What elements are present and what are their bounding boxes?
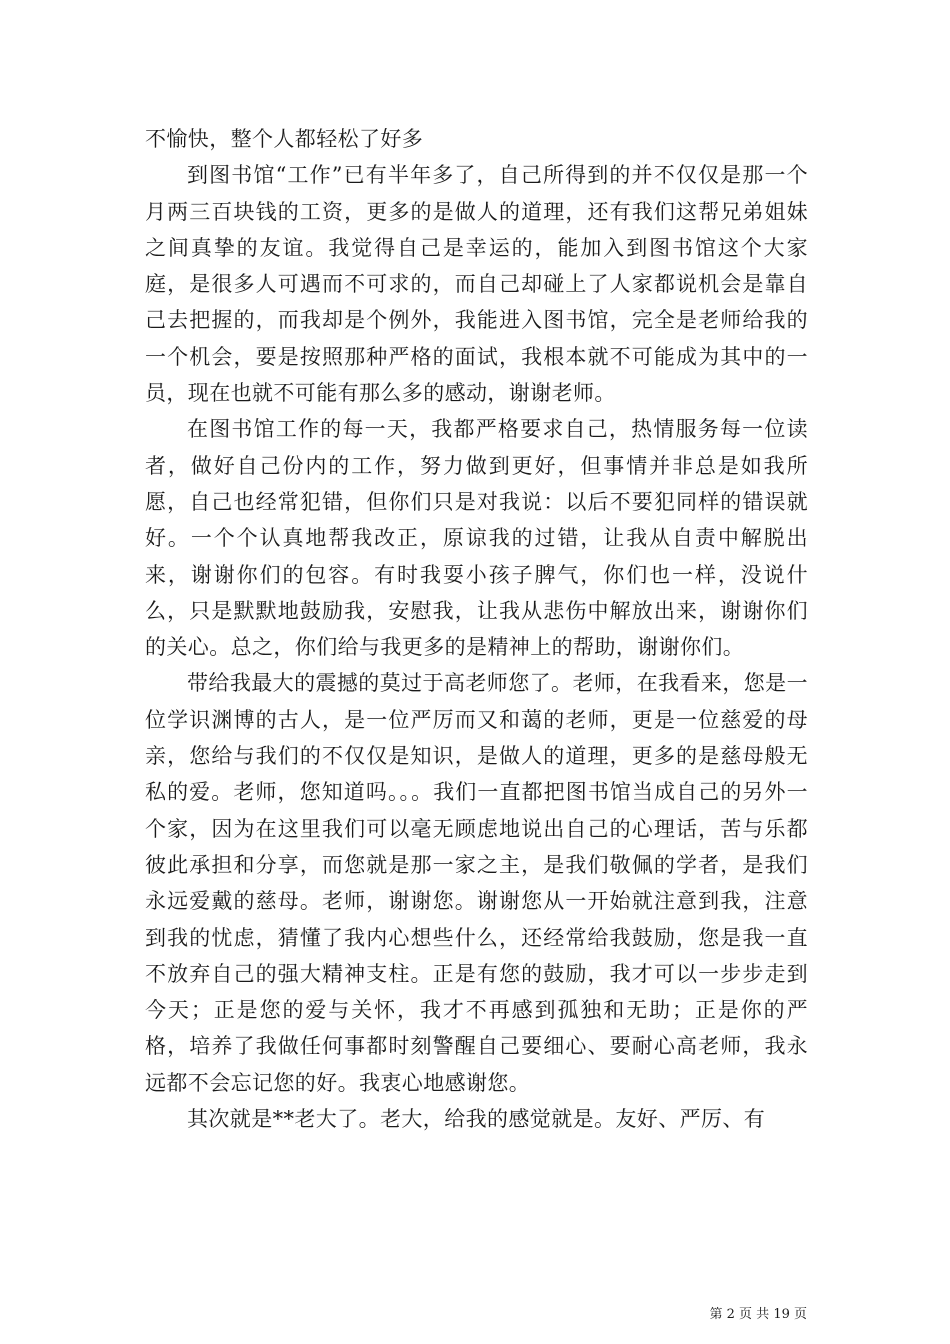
page-number-footer: 第 2 页 共 19 页 <box>709 1307 807 1322</box>
paragraph-daily-work: 在图书馆工作的每一天，我都严格要求自己，热情服务每一位读者，做好自己份内的工作，努力做到更好，但事情并非总是如我所愿，自己也经常犯错，但你们只是对我说：以后不要犯同样的错误就好。一个个认真地帮我改正，原谅我的过错，让我从自责中解脱出来，谢谢你们的包容。有时我耍小孩子脾气，你们也一样，没说什么，只是默默地鼓励我，安慰我，让我从悲伤中解放出来，谢谢你们的关心。总之，你们给与我更多的是精神上的帮助，谢谢你们。 <box>145 417 808 660</box>
body-text <box>145 121 808 1137</box>
paragraph-library-work: 到图书馆“工作”已有半年多了，自己所得到的并不仅仅是那一个月两三百块钱的工资，更多的是做人的道理，还有我们这帮兄弟姐妹之间真挚的友谊。我觉得自己是幸运的，能加入到图书馆这个大家庭，是很多人可遇而不可求的，而自己却碰上了人家都说机会是靠自己去把握的，而我却是个例外，我能进入图书馆，完全是老师给我的一个机会，要是按照那种严格的面试，我根本就不可能成为其中的一员，现在也就不可能有那么多的感动，谢谢老师。 <box>145 163 808 406</box>
paragraph-laoda: 其次就是**老大了。老大，给我的感觉就是。友好、严厉、有 <box>187 1107 766 1132</box>
paragraph-teacher-gao: 带给我最大的震撼的莫过于高老师您了。老师，在我看来，您是一位学识渊博的古人，是一位严厉而又和蔼的老师，更是一位慈爱的母亲，您给与我们的不仅仅是知识，是做人的道理，更多的是慈母般无私的爱。老师，您知道吗。。。我们一直都把图书馆当成自己的另外一个家，因为在这里我们可以毫无顾虑地说出自己的心理话，苦与乐都彼此承担和分享，而您就是那一家之主，是我们敬佩的学者，是我们永远爱戴的慈母。老师，谢谢您。谢谢您从一开始就注意到我，注意到我的忧虑，猜懂了我内心想些什么，还经常给我鼓励，您是我一直不放弃自己的强大精神支柱。正是有您的鼓励，我才可以一步步走到今天；正是您的爱与关怀，我才不再感到孤独和无助；正是你的严格，培养了我做任何事都时刻警醒自己要细心、要耐心高老师，我永远都不会忘记您的好。我衷心地感谢您。 <box>145 671 808 1095</box>
paragraph-continuation: 不愉快，整个人都轻松了好多 <box>145 127 424 151</box>
